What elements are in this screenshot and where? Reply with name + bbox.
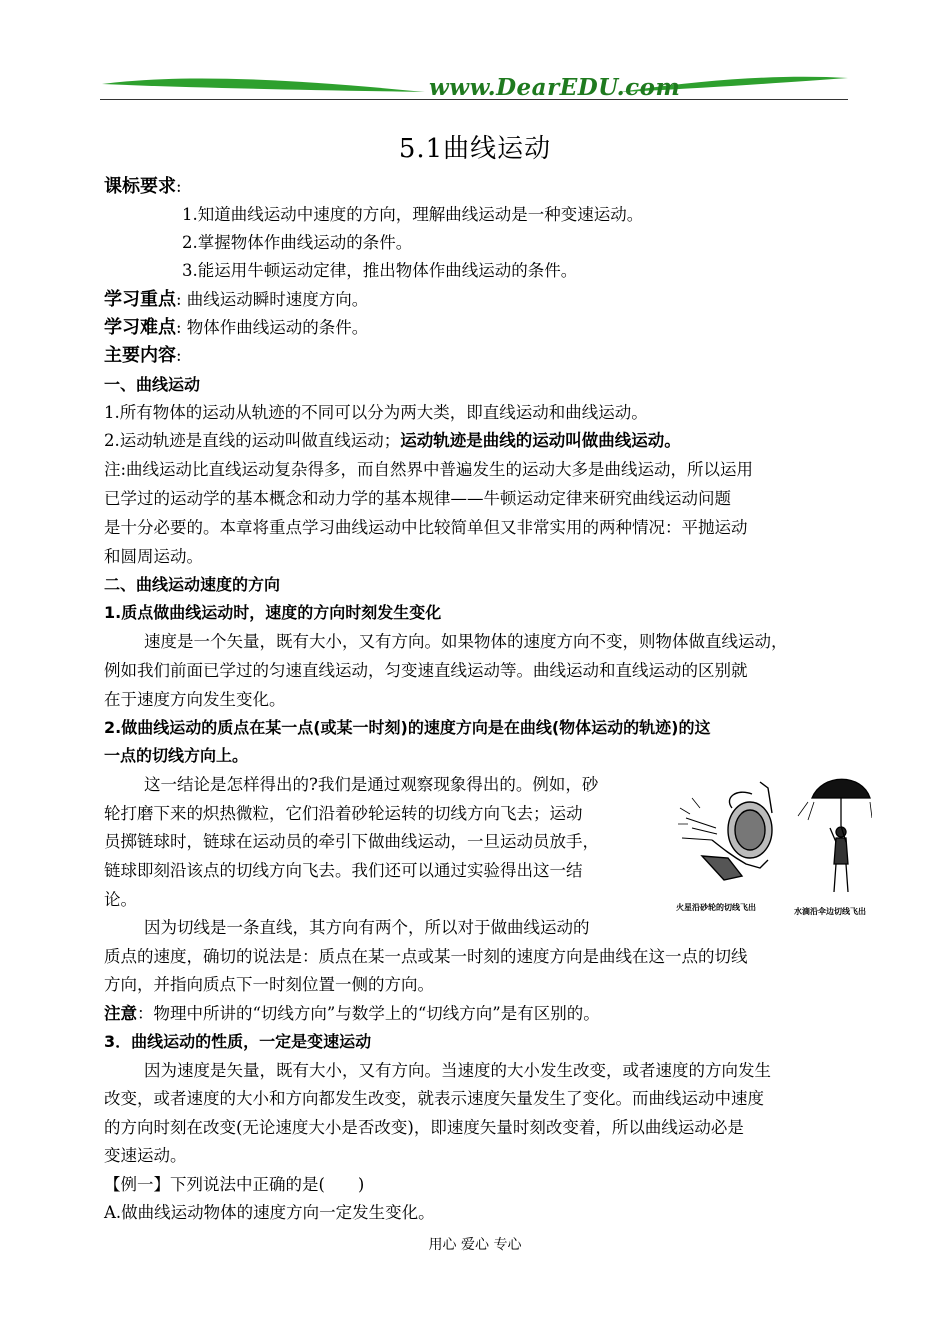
subsection-heading: 1.质点做曲线运动时，速度的方向时刻发生变化 — [104, 603, 442, 622]
key-point-label: 学习重点 — [104, 289, 176, 310]
difficulty-point: 学习难点: 物体作曲线运动的条件。 — [104, 317, 369, 338]
paragraph-line: 这一结论是怎样得出的?我们是通过观察现象得出的。例如，砂 — [144, 775, 599, 794]
subsection-heading: 2.做曲线运动的质点在某一点(或某一时刻)的速度方向是在曲线(物体运动的轨迹)的这 — [104, 718, 711, 737]
paragraph: 1.所有物体的运动从轨迹的不同可以分为两大类，即直线运动和曲线运动。 — [104, 403, 648, 422]
note-line: 注意：物理中所讲的“切线方向”与数学上的“切线方向”是有区别的。 — [104, 1004, 600, 1023]
paragraph-line: 变速运动。 — [104, 1146, 187, 1165]
paragraph-line: 链球即刻沿该点的切线方向飞去。我们还可以通过实验得出这一结 — [104, 861, 583, 880]
figure-caption-right: 水滴沿伞边切线飞出 — [794, 907, 866, 916]
paragraph-line: 因为切线是一条直线，其方向有两个，所以对于做曲线运动的 — [144, 918, 590, 937]
bold-definition: 运动轨迹是曲线的运动叫做曲线运动。 — [400, 431, 681, 450]
site-logo-text: www.DearEDU.com — [429, 74, 681, 101]
note-line: 注:曲线运动比直线运动复杂得多，而自然界中普遍发生的运动大多是曲线运动，所以运用 — [104, 460, 754, 479]
objectives-label: 课标要求 — [104, 176, 176, 197]
paragraph-line: 的方向时刻在改变(无论速度大小是否改变)，即速度矢量时刻改变着，所以曲线运动必是 — [104, 1118, 744, 1137]
paragraph-line: 例如我们前面已学过的匀速直线运动，匀变速直线运动等。曲线运动和直线运动的区别就 — [104, 661, 748, 680]
example-option: A.做曲线运动物体的速度方向一定发生变化。 — [104, 1203, 435, 1222]
example-question: 【例一】下列说法中正确的是( ) — [104, 1175, 365, 1194]
objective-item: 3.能运用牛顿运动定律，推出物体作曲线运动的条件。 — [182, 261, 578, 280]
figure-caption-left: 火星沿砂轮的切线飞出 — [676, 903, 756, 912]
tangent-illustration — [672, 768, 872, 918]
illustration-drawing — [672, 768, 872, 898]
section-heading: 一、曲线运动 — [104, 375, 201, 394]
paragraph-line: 因为速度是矢量，既有大小，又有方向。当速度的大小发生改变，或者速度的方向发生 — [144, 1061, 771, 1080]
content-label: 主要内容 — [104, 345, 176, 366]
page-title: 5.1曲线运动 — [398, 134, 552, 164]
content-heading: 主要内容: — [104, 345, 182, 366]
section-heading: 二、曲线运动速度的方向 — [104, 575, 281, 594]
paragraph: 2.运动轨迹是直线的运动叫做直线运动；运动轨迹是曲线的运动叫做曲线运动。 — [104, 431, 681, 450]
subsection-heading: 3．曲线运动的性质，一定是变速运动 — [104, 1032, 372, 1051]
key-point: 学习重点: 曲线运动瞬时速度方向。 — [104, 289, 369, 310]
paragraph-line: 轮打磨下来的炽热微粒，它们沿着砂轮运转的切线方向飞去；运动 — [104, 804, 583, 823]
note-line: 和圆周运动。 — [104, 547, 203, 566]
header-rule — [100, 99, 848, 100]
paragraph-line: 方向，并指向质点下一时刻位置一侧的方向。 — [104, 975, 434, 994]
objective-item: 2.掌握物体作曲线运动的条件。 — [182, 233, 413, 252]
paragraph-line: 改变，或者速度的大小和方向都发生改变，就表示速度矢量发生了变化。而曲线运动中速度 — [104, 1089, 764, 1108]
subsection-heading: 一点的切线方向上。 — [104, 746, 249, 765]
paragraph-line: 速度是一个矢量，既有大小，又有方向。如果物体的速度方向不变，则物体做直线运动， — [144, 632, 788, 651]
page-footer: 用心 爱心 专心 — [428, 1237, 522, 1253]
objectives-heading: 课标要求: — [104, 176, 182, 197]
note-line: 已学过的运动学的基本概念和动力学的基本规律——牛顿运动定律来研究曲线运动问题 — [104, 489, 731, 508]
paragraph-line: 员掷链球时，链球在运动员的牵引下做曲线运动，一旦运动员放手， — [104, 832, 599, 851]
paragraph-line: 论。 — [104, 890, 137, 909]
attention-label: 注意 — [104, 1004, 137, 1023]
paragraph-line: 在于速度方向发生变化。 — [104, 690, 286, 709]
objective-item: 1.知道曲线运动中速度的方向，理解曲线运动是一种变速运动。 — [182, 205, 644, 224]
note-line: 是十分必要的。本章将重点学习曲线运动中比较简单但又非常实用的两种情况：平抛运动 — [104, 518, 748, 537]
difficulty-label: 学习难点 — [104, 317, 176, 338]
paragraph-line: 质点的速度，确切的说法是：质点在某一点或某一时刻的速度方向是曲线在这一点的切线 — [104, 947, 748, 966]
